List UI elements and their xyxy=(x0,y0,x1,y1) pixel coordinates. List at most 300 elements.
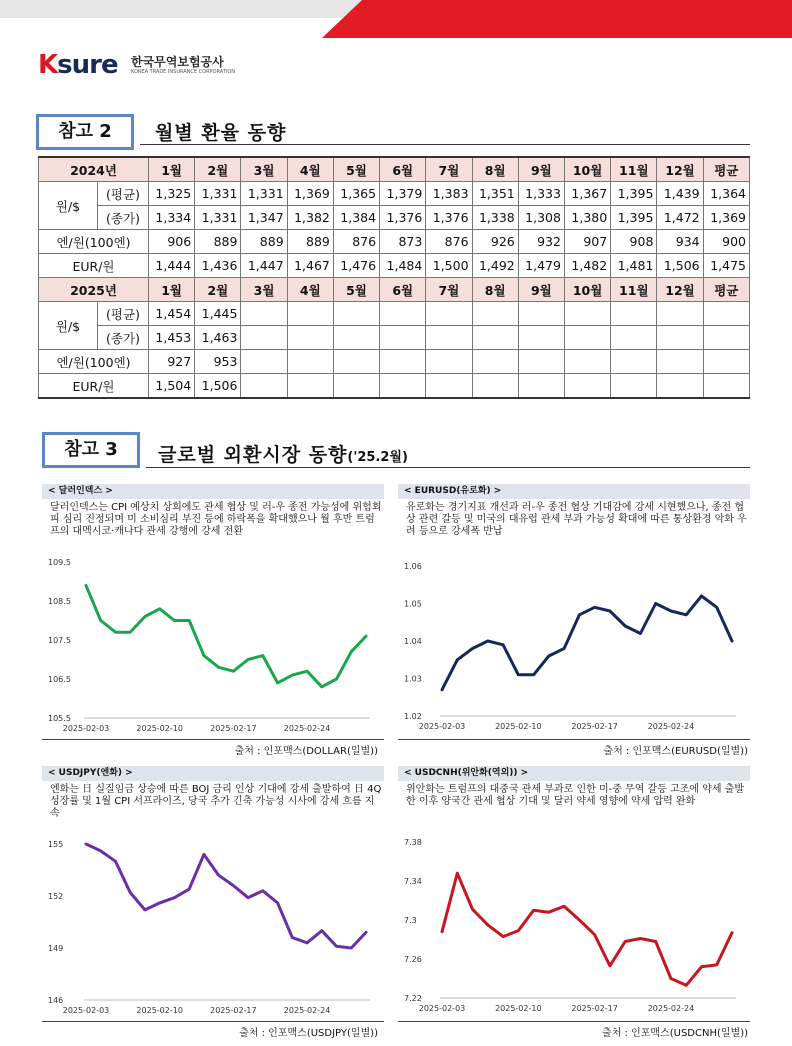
month-header: 12월 xyxy=(657,278,703,302)
table-cell: 1,481 xyxy=(611,254,657,278)
month-header: 3월 xyxy=(241,278,287,302)
table-cell xyxy=(564,326,610,350)
table-cell xyxy=(657,326,703,350)
y-tick-label: 7.22 xyxy=(404,994,422,1003)
y-tick-label: 108.5 xyxy=(48,597,71,606)
table-cell: 1,308 xyxy=(518,206,564,230)
table-cell: 1,384 xyxy=(333,206,379,230)
data-point xyxy=(173,619,175,621)
table-cell: 1,331 xyxy=(195,206,241,230)
data-point xyxy=(350,947,352,949)
month-header: 12월 xyxy=(657,157,703,182)
row-sublabel-end: (종가) xyxy=(98,326,149,350)
table-cell xyxy=(287,326,333,350)
x-tick-label: 2025-02-24 xyxy=(283,1006,331,1015)
table-cell: 1,506 xyxy=(657,254,703,278)
data-point xyxy=(731,931,733,933)
data-point xyxy=(144,909,146,911)
data-point xyxy=(158,902,160,904)
table-cell: 1,369 xyxy=(703,206,749,230)
table-row xyxy=(39,230,750,254)
table-cell: 1,334 xyxy=(149,206,195,230)
table-cell xyxy=(611,326,657,350)
table-cell xyxy=(333,374,379,399)
x-tick-label: 2025-02-03 xyxy=(62,1006,110,1015)
data-point xyxy=(639,632,641,634)
data-point xyxy=(502,935,504,937)
table-cell xyxy=(241,374,287,399)
table-cell: 889 xyxy=(241,230,287,254)
table-cell xyxy=(657,374,703,399)
table-cell xyxy=(380,350,426,374)
section2-title: 월별 환율 동향 xyxy=(155,122,287,144)
data-point xyxy=(276,682,278,684)
data-point xyxy=(685,984,687,986)
section2-rule xyxy=(140,144,750,145)
data-point xyxy=(578,614,580,616)
panel-desc-usdcnh: 위안화는 트럼프의 대중국 관세 부과로 인한 미-중 무역 갈등 고조에 약세 출발한 이후 양국간 관세 협상 기대 및 달러 약세 영향에 약세 압력 완화 xyxy=(406,784,745,807)
panel-source-rule xyxy=(42,1021,384,1022)
month-header: 4월 xyxy=(287,157,333,182)
month-header: 5월 xyxy=(333,278,379,302)
month-header: 6월 xyxy=(380,278,426,302)
y-tick-label: 7.3 xyxy=(404,916,417,925)
table-cell: 1,395 xyxy=(611,182,657,206)
data-point xyxy=(716,964,718,966)
header-red-band xyxy=(322,0,792,38)
company-name-eng: KOREA TRADE INSURANCE CORPORATION xyxy=(131,69,236,75)
data-point xyxy=(321,929,323,931)
series-line xyxy=(442,596,732,690)
logo-k: K xyxy=(38,50,58,80)
data-point xyxy=(471,908,473,910)
month-header: 2월 xyxy=(195,157,241,182)
table-cell xyxy=(518,326,564,350)
table-cell: 1,467 xyxy=(287,254,333,278)
table-cell: 1,379 xyxy=(380,182,426,206)
data-point xyxy=(232,884,234,886)
data-point xyxy=(100,850,102,852)
data-point xyxy=(731,640,733,642)
table-cell xyxy=(241,326,287,350)
x-tick-label: 2025-02-03 xyxy=(62,724,110,733)
data-point xyxy=(188,619,190,621)
x-tick-label: 2025-02-24 xyxy=(647,1004,695,1013)
table-cell: 1,376 xyxy=(380,206,426,230)
table-cell: 1,351 xyxy=(472,182,518,206)
row-sublabel-avg: (평균) xyxy=(98,182,149,206)
table-cell: 1,463 xyxy=(195,326,241,350)
row-label-eur: EUR/원 xyxy=(39,374,149,399)
y-tick-label: 107.5 xyxy=(48,636,71,645)
table-cell: 1,484 xyxy=(380,254,426,278)
table-cell xyxy=(518,350,564,374)
table-cell: 1,331 xyxy=(241,182,287,206)
panel-source-dollar-index: 출처 : 인포맥스(DOLLAR(일별)) xyxy=(234,746,378,757)
data-point xyxy=(563,905,565,907)
table-cell xyxy=(426,374,472,399)
table-cell: 1,364 xyxy=(703,182,749,206)
table-cell: 906 xyxy=(149,230,195,254)
data-point xyxy=(85,843,87,845)
data-point xyxy=(129,631,131,633)
table-cell: 907 xyxy=(564,230,610,254)
data-point xyxy=(548,911,550,913)
year-cell: 2024년 xyxy=(39,157,149,182)
y-tick-label: 152 xyxy=(48,892,64,901)
chart-dollar-index xyxy=(42,548,382,738)
row-sublabel-avg: (평균) xyxy=(98,302,149,326)
y-tick-label: 1.02 xyxy=(404,712,422,721)
row-label-eur: EUR/원 xyxy=(39,254,149,278)
data-point xyxy=(321,686,323,688)
table-header-row xyxy=(39,157,750,182)
data-point xyxy=(291,674,293,676)
section3-number: 참고 3 xyxy=(64,439,118,460)
data-point xyxy=(502,644,504,646)
table-cell xyxy=(333,302,379,326)
month-header: 6월 xyxy=(380,157,426,182)
panel-header-dollar-index: < 달러인덱스 > xyxy=(42,484,384,499)
x-tick-label: 2025-02-17 xyxy=(210,1006,257,1015)
table-row xyxy=(39,326,750,350)
data-point xyxy=(262,890,264,892)
logo-sure: sure xyxy=(57,50,118,80)
y-tick-label: 106.5 xyxy=(48,675,71,684)
data-point xyxy=(217,666,219,668)
table-cell: 1,338 xyxy=(472,206,518,230)
data-point xyxy=(548,655,550,657)
data-point xyxy=(593,606,595,608)
table-cell: 889 xyxy=(195,230,241,254)
panel-source-rule xyxy=(398,1021,750,1022)
data-point xyxy=(456,659,458,661)
data-point xyxy=(441,931,443,933)
data-point xyxy=(306,670,308,672)
data-point xyxy=(203,654,205,656)
data-point xyxy=(335,945,337,947)
data-point xyxy=(487,640,489,642)
x-tick-label: 2025-02-24 xyxy=(647,722,695,731)
data-point xyxy=(114,860,116,862)
month-header: 3월 xyxy=(241,157,287,182)
table-cell: 1,454 xyxy=(149,302,195,326)
month-header: 10월 xyxy=(564,278,610,302)
table-cell: 927 xyxy=(149,350,195,374)
section2-number: 참고 2 xyxy=(58,121,112,142)
panel-header-eurusd: < EURUSD(유로화) > xyxy=(398,484,750,499)
data-point xyxy=(578,919,580,921)
table-cell xyxy=(611,374,657,399)
data-point xyxy=(532,674,534,676)
data-point xyxy=(188,888,190,890)
panel-source-usdjpy: 출처 : 인포맥스(USDJPY(일별)) xyxy=(239,1028,378,1039)
data-point xyxy=(365,635,367,637)
table-cell xyxy=(611,302,657,326)
table-cell xyxy=(703,326,749,350)
data-point xyxy=(685,614,687,616)
y-tick-label: 109.5 xyxy=(48,558,71,567)
table-cell: 1,445 xyxy=(195,302,241,326)
table-row xyxy=(39,302,750,326)
data-point xyxy=(624,625,626,627)
data-point xyxy=(700,595,702,597)
table-header-row xyxy=(39,278,750,302)
table-cell xyxy=(657,302,703,326)
y-tick-label: 1.04 xyxy=(404,637,422,646)
table-cell xyxy=(703,350,749,374)
data-point xyxy=(487,924,489,926)
x-tick-label: 2025-02-17 xyxy=(571,722,618,731)
table-cell: 1,367 xyxy=(564,182,610,206)
data-point xyxy=(639,937,641,939)
data-point xyxy=(129,891,131,893)
data-point xyxy=(609,965,611,967)
table-cell: 934 xyxy=(657,230,703,254)
table-cell xyxy=(657,350,703,374)
y-tick-label: 7.34 xyxy=(404,877,422,886)
data-point xyxy=(654,602,656,604)
table-cell: 1,472 xyxy=(657,206,703,230)
table-cell: 876 xyxy=(426,230,472,254)
x-tick-label: 2025-02-24 xyxy=(283,724,331,733)
month-header: 7월 xyxy=(426,157,472,182)
section2-number-box xyxy=(36,114,134,150)
table-cell xyxy=(287,350,333,374)
month-header: 11월 xyxy=(611,157,657,182)
data-point xyxy=(144,615,146,617)
section3-number-box xyxy=(42,432,140,468)
table-cell: 953 xyxy=(195,350,241,374)
table-cell xyxy=(611,350,657,374)
table-cell xyxy=(426,302,472,326)
data-point xyxy=(276,902,278,904)
table-cell: 1,395 xyxy=(611,206,657,230)
year-cell: 2025년 xyxy=(39,278,149,302)
y-tick-label: 155 xyxy=(48,840,64,849)
table-cell: 1,436 xyxy=(195,254,241,278)
x-tick-label: 2025-02-17 xyxy=(571,1004,618,1013)
x-tick-label: 2025-02-17 xyxy=(210,724,257,733)
table-cell: 1,475 xyxy=(703,254,749,278)
panel-desc-eurusd: 유로화는 경기지표 개선과 러-우 종전 협상 기대감에 강세 시현했으나, 종전 협상 관련 갈등 및 미국의 대유럽 관세 부과 가능성 확대에 따른 통상환경 악화 우려 등으로 강세폭 반납 xyxy=(406,502,747,537)
section3-title-suffix: ('25.2월) xyxy=(347,450,408,465)
table-cell xyxy=(518,374,564,399)
row-label-yen: 엔/원(100엔) xyxy=(39,230,149,254)
month-header: 평균 xyxy=(703,157,749,182)
table-cell xyxy=(287,302,333,326)
series-line xyxy=(442,873,732,985)
data-point xyxy=(306,942,308,944)
table-cell: 1,365 xyxy=(333,182,379,206)
data-point xyxy=(670,977,672,979)
table-cell xyxy=(472,350,518,374)
month-header: 평균 xyxy=(703,278,749,302)
table-row xyxy=(39,254,750,278)
data-point xyxy=(350,651,352,653)
y-tick-label: 1.05 xyxy=(404,599,422,609)
table-row xyxy=(39,374,750,399)
table-cell: 889 xyxy=(287,230,333,254)
table-cell: 1,383 xyxy=(426,182,472,206)
table-cell: 1,333 xyxy=(518,182,564,206)
table-cell: 876 xyxy=(333,230,379,254)
y-tick-label: 105.5 xyxy=(48,714,71,723)
data-point xyxy=(158,608,160,610)
panel-source-eurusd: 출처 : 인포맥스(EURUSD(일별)) xyxy=(603,746,748,757)
table-cell: 908 xyxy=(611,230,657,254)
table-cell: 1,382 xyxy=(287,206,333,230)
table-cell: 932 xyxy=(518,230,564,254)
chart-usdjpy xyxy=(42,830,382,1020)
chart-usdcnh xyxy=(398,830,750,1020)
panel-header-usdcnh: < USDCNH(위안화(역외)) > xyxy=(398,766,750,781)
table-cell xyxy=(333,326,379,350)
data-point xyxy=(716,606,718,608)
table-cell xyxy=(703,374,749,399)
table-cell: 1,380 xyxy=(564,206,610,230)
table-cell: 900 xyxy=(703,230,749,254)
table-cell: 1,447 xyxy=(241,254,287,278)
data-point xyxy=(203,853,205,855)
y-tick-label: 7.38 xyxy=(404,838,422,847)
data-point xyxy=(335,678,337,680)
month-header: 9월 xyxy=(518,278,564,302)
y-tick-label: 1.03 xyxy=(404,674,422,684)
table-cell: 1,506 xyxy=(195,374,241,399)
data-point xyxy=(85,584,87,586)
table-cell xyxy=(380,302,426,326)
series-line xyxy=(86,585,366,686)
table-row xyxy=(39,182,750,206)
data-point xyxy=(609,610,611,612)
table-cell xyxy=(472,302,518,326)
table-cell: 1,482 xyxy=(564,254,610,278)
table-cell: 1,479 xyxy=(518,254,564,278)
data-point xyxy=(624,940,626,942)
table-cell xyxy=(287,374,333,399)
data-point xyxy=(291,936,293,938)
table-cell xyxy=(472,374,518,399)
table-cell xyxy=(564,374,610,399)
month-header: 9월 xyxy=(518,157,564,182)
data-point xyxy=(654,940,656,942)
table-cell xyxy=(241,350,287,374)
month-header: 8월 xyxy=(472,278,518,302)
table-cell: 1,476 xyxy=(333,254,379,278)
panel-source-usdcnh: 출처 : 인포맥스(USDCNH(일별)) xyxy=(602,1028,748,1039)
y-tick-label: 1.06 xyxy=(404,562,422,571)
section3-title-text: 글로벌 외환시장 동향 xyxy=(158,444,348,466)
y-tick-label: 7.26 xyxy=(404,955,422,964)
series-line xyxy=(86,844,366,948)
table-cell: 1,453 xyxy=(149,326,195,350)
row-label-won-usd: 원/$ xyxy=(39,302,98,350)
month-header: 4월 xyxy=(287,278,333,302)
table-cell: 926 xyxy=(472,230,518,254)
table-cell xyxy=(380,374,426,399)
data-point xyxy=(670,610,672,612)
ksure-logo xyxy=(38,50,236,80)
data-point xyxy=(114,631,116,633)
panel-source-rule xyxy=(42,739,384,740)
table-cell xyxy=(703,302,749,326)
x-tick-label: 2025-02-10 xyxy=(136,724,183,733)
month-header: 2월 xyxy=(195,278,241,302)
data-point xyxy=(365,931,367,933)
fx-table-2024 xyxy=(38,156,750,399)
month-header: 11월 xyxy=(611,278,657,302)
month-header: 10월 xyxy=(564,157,610,182)
table-cell: 1,504 xyxy=(149,374,195,399)
table-cell: 1,492 xyxy=(472,254,518,278)
data-point xyxy=(217,874,219,876)
x-tick-label: 2025-02-03 xyxy=(418,722,466,731)
panel-source-rule xyxy=(398,739,750,740)
table-row xyxy=(39,206,750,230)
chart-eurusd xyxy=(398,548,750,738)
data-point xyxy=(262,654,264,656)
table-cell: 1,347 xyxy=(241,206,287,230)
company-name-kor: 한국무역보험공사 xyxy=(131,55,224,69)
table-cell xyxy=(564,350,610,374)
table-cell: 1,439 xyxy=(657,182,703,206)
table-cell xyxy=(241,302,287,326)
data-point xyxy=(517,674,519,676)
data-point xyxy=(441,689,443,691)
month-header: 1월 xyxy=(149,278,195,302)
table-cell: 1,500 xyxy=(426,254,472,278)
panel-desc-dollar-index: 달러인덱스는 CPI 예상치 상회에도 관세 협상 및 러-우 종전 가능성에 위험회피 심리 진정되며 미 소비심리 부진 등에 하락폭을 확대했으나 월 후반 트럼프의 대멕시코·캐나다 관세 강행에 강세 전환 xyxy=(50,502,382,537)
y-tick-label: 146 xyxy=(48,996,64,1005)
month-header: 1월 xyxy=(149,157,195,182)
y-tick-label: 149 xyxy=(48,944,64,953)
table-row xyxy=(39,350,750,374)
table-cell: 1,444 xyxy=(149,254,195,278)
panel-desc-usdjpy: 엔화는 日 실질임금 상승에 따른 BOJ 금리 인상 기대에 강세 출발하여 日 4Q 성장률 및 1월 CPI 서프라이즈, 당국 추가 긴축 가능성 시사에 강세 흐름 지속 xyxy=(50,784,382,819)
x-tick-label: 2025-02-10 xyxy=(495,1004,542,1013)
table-cell: 1,369 xyxy=(287,182,333,206)
data-point xyxy=(456,872,458,874)
data-point xyxy=(517,930,519,932)
data-point xyxy=(700,966,702,968)
month-header: 8월 xyxy=(472,157,518,182)
row-label-won-usd: 원/$ xyxy=(39,182,98,230)
section3-rule xyxy=(146,467,750,468)
data-point xyxy=(173,897,175,899)
data-point xyxy=(100,619,102,621)
data-point xyxy=(593,933,595,935)
table-cell xyxy=(426,350,472,374)
table-cell xyxy=(333,350,379,374)
x-tick-label: 2025-02-10 xyxy=(495,722,542,731)
panel-header-usdjpy: < USDJPY(엔화) > xyxy=(42,766,384,781)
row-label-yen: 엔/원(100엔) xyxy=(39,350,149,374)
table-cell: 1,325 xyxy=(149,182,195,206)
x-tick-label: 2025-02-03 xyxy=(418,1004,466,1013)
section3-title xyxy=(158,440,408,467)
table-cell: 1,331 xyxy=(195,182,241,206)
table-cell xyxy=(472,326,518,350)
data-point xyxy=(247,897,249,899)
table-cell xyxy=(380,326,426,350)
table-cell: 1,376 xyxy=(426,206,472,230)
data-point xyxy=(471,647,473,649)
row-sublabel-end: (종가) xyxy=(98,206,149,230)
data-point xyxy=(532,909,534,911)
table-cell xyxy=(518,302,564,326)
x-tick-label: 2025-02-10 xyxy=(136,1006,183,1015)
